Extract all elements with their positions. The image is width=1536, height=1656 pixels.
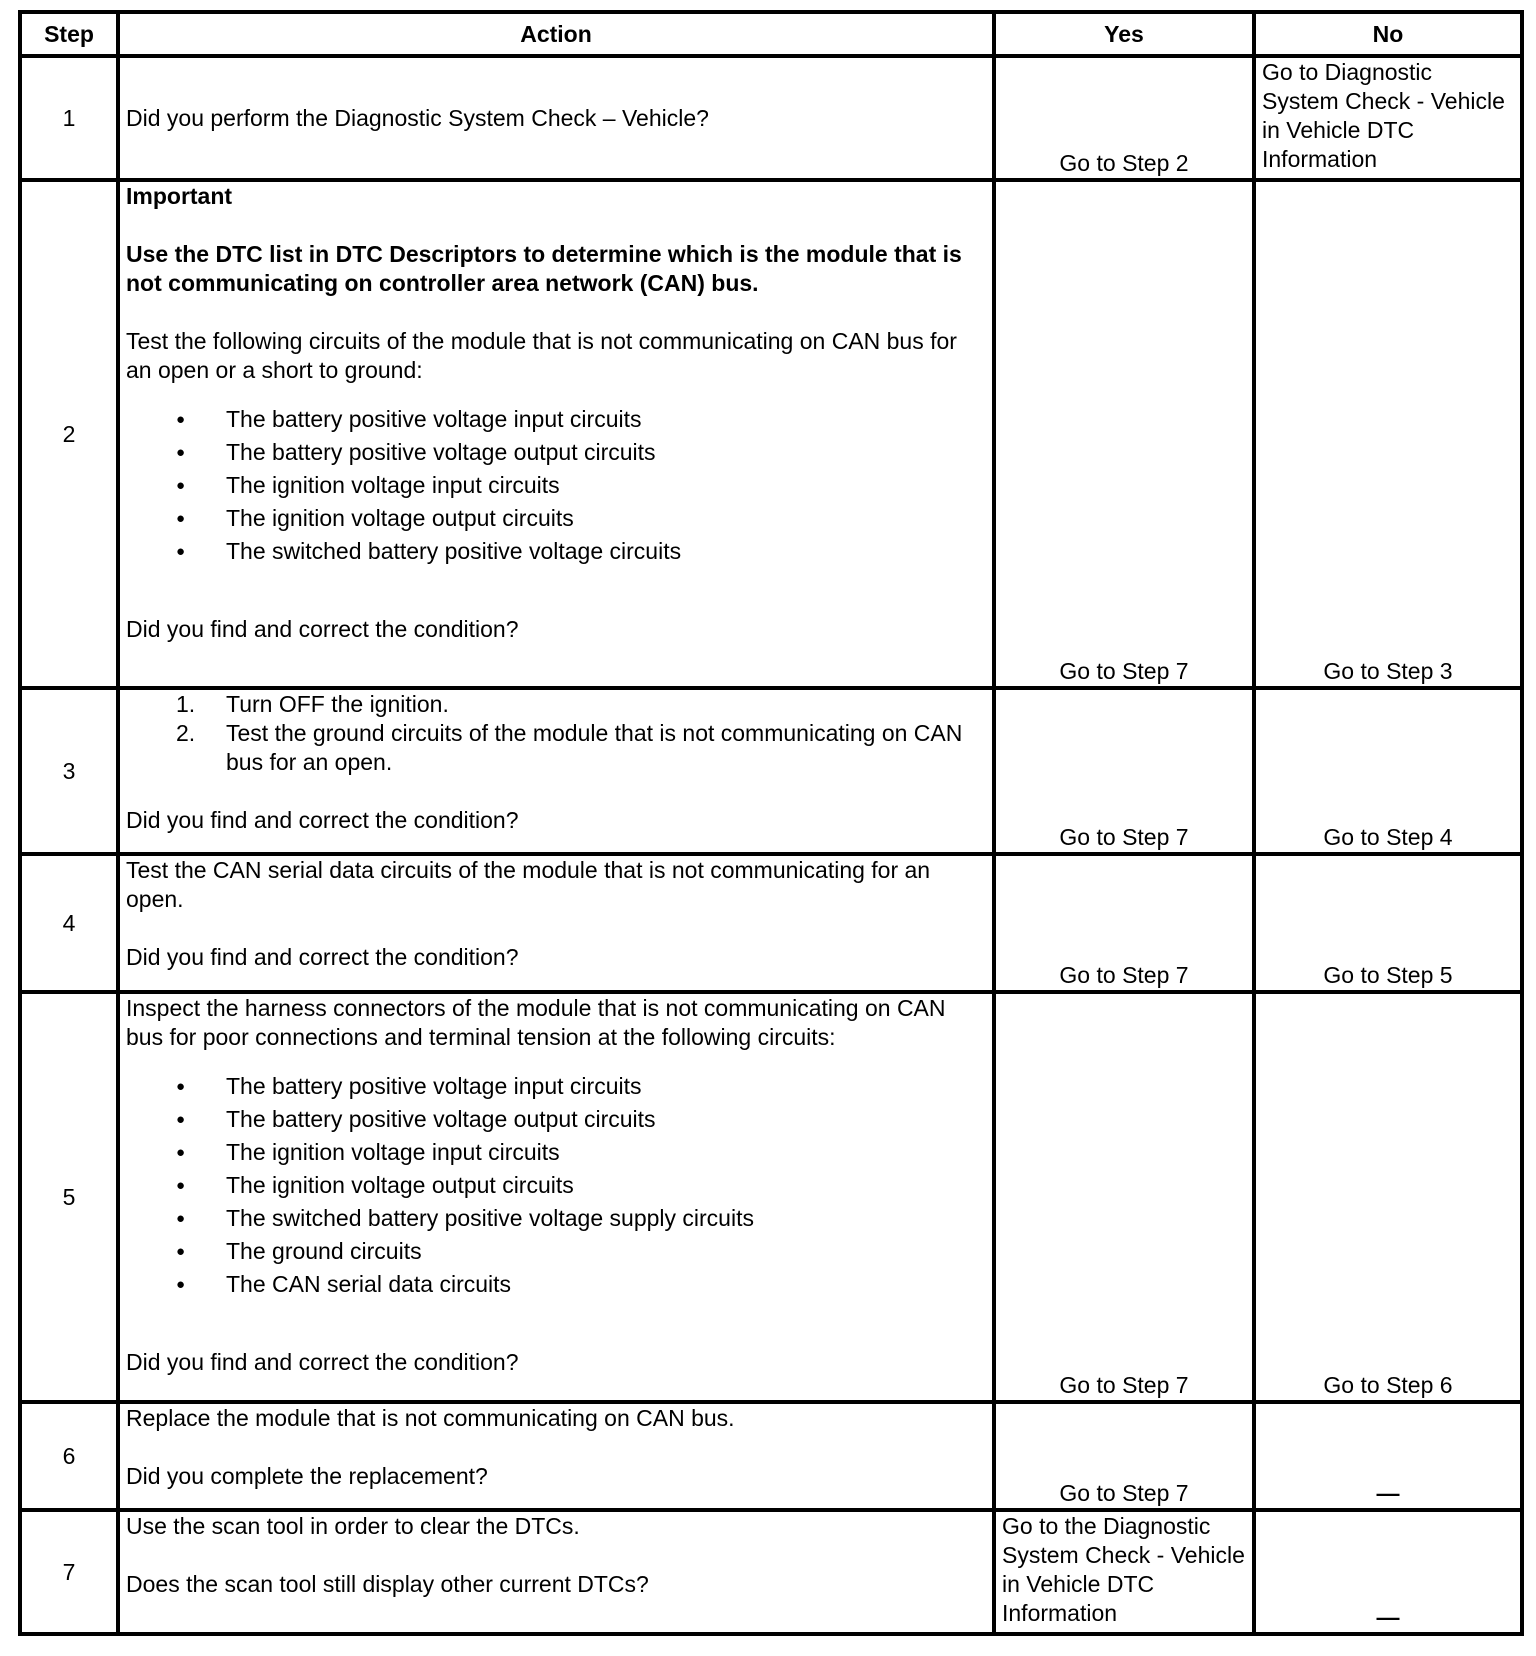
yes-cell: Go to Step 7 [994, 854, 1254, 992]
list-item [126, 690, 986, 719]
list-text: Test the ground circuits of the module that is not communicating on CAN bus for an open. [226, 720, 963, 775]
header-yes: Yes [994, 12, 1254, 56]
action-question: Did you find and correct the condition? [126, 1349, 519, 1375]
step-number: 5 [20, 992, 118, 1402]
table-row [20, 180, 1522, 688]
table-row [20, 56, 1522, 180]
no-cell: — [1254, 1510, 1522, 1634]
list-text: Turn OFF the ignition. [226, 691, 449, 717]
step-number: 3 [20, 688, 118, 854]
action-intro: Replace the module that is not communicating on CAN bus. [126, 1405, 735, 1431]
action-cell [118, 992, 994, 1402]
header-no: No [1254, 12, 1522, 56]
yes-cell: Go to Step 7 [994, 992, 1254, 1402]
important-text: Use the DTC list in DTC Descriptors to determine which is the module that is not communicating on controller area network (CAN) bus. [126, 241, 962, 296]
action-question: Did you perform the Diagnostic System Check – Vehicle? [126, 104, 709, 131]
header-row [20, 12, 1522, 56]
table-row [20, 1510, 1522, 1634]
list-number: 2. [176, 720, 196, 746]
list-item: ● The battery positive voltage input circuits [126, 1070, 986, 1103]
step-number: 7 [20, 1510, 118, 1634]
yes-cell: Go to Step 7 [994, 1402, 1254, 1510]
table-row [20, 992, 1522, 1402]
list-item: ● The switched battery positive voltage circuits [126, 535, 986, 568]
no-cell: Go to Step 3 [1254, 180, 1522, 688]
circuit-list [126, 403, 986, 568]
list-item: ● The battery positive voltage input circuits [126, 403, 986, 436]
action-intro: Use the scan tool in order to clear the DTCs. [126, 1513, 580, 1539]
list-item: ● The ground circuits [126, 1235, 986, 1268]
action-cell [118, 854, 994, 992]
procedure-list [126, 690, 986, 777]
no-cell: Go to Diagnostic System Check - Vehicle in Vehicle DTC Information [1254, 56, 1522, 180]
list-number: 1. [176, 691, 196, 717]
action-cell [118, 688, 994, 854]
list-item: ● The switched battery positive voltage supply circuits [126, 1202, 986, 1235]
table-row [20, 854, 1522, 992]
action-question: Did you find and correct the condition? [126, 944, 519, 970]
list-item: ● The ignition voltage input circuits [126, 1136, 986, 1169]
action-cell [118, 56, 994, 180]
list-item: ● The ignition voltage output circuits [126, 502, 986, 535]
diagnostic-table [18, 10, 1524, 1636]
list-item: ● The ignition voltage output circuits [126, 1169, 986, 1202]
action-intro: Test the CAN serial data circuits of the module that is not communicating for an open. [126, 857, 931, 912]
header-action: Action [118, 12, 994, 56]
important-heading: Important [126, 183, 233, 209]
no-cell: Go to Step 4 [1254, 688, 1522, 854]
table-row [20, 688, 1522, 854]
action-cell [118, 1510, 994, 1634]
list-item: ● The ignition voltage input circuits [126, 469, 986, 502]
yes-cell: Go to Step 7 [994, 688, 1254, 854]
action-question: Did you complete the replacement? [126, 1463, 488, 1489]
action-question: Did you find and correct the condition? [126, 807, 519, 833]
action-question: Does the scan tool still display other current DTCs? [126, 1571, 649, 1597]
no-cell: Go to Step 5 [1254, 854, 1522, 992]
action-intro: Inspect the harness connectors of the module that is not communicating on CAN bus for poor connections and terminal tension at the following circuits: [126, 995, 946, 1050]
step-number: 1 [20, 56, 118, 180]
action-question: Did you find and correct the condition? [126, 616, 519, 642]
yes-cell: Go to Step 2 [994, 56, 1254, 180]
action-intro: Test the following circuits of the module that is not communicating on CAN bus for an open or a short to ground: [126, 328, 957, 383]
circuit-list [126, 1070, 986, 1301]
list-item: ● The battery positive voltage output circuits [126, 436, 986, 469]
list-item: ● The battery positive voltage output circuits [126, 1103, 986, 1136]
list-item [126, 719, 986, 777]
list-item: ● The CAN serial data circuits [126, 1268, 986, 1301]
yes-cell: Go to Step 7 [994, 180, 1254, 688]
action-cell [118, 180, 994, 688]
step-number: 4 [20, 854, 118, 992]
yes-cell: Go to the Diagnostic System Check - Vehicle in Vehicle DTC Information [994, 1510, 1254, 1634]
table-row [20, 1402, 1522, 1510]
header-step: Step [20, 12, 118, 56]
no-cell: — [1254, 1402, 1522, 1510]
step-number: 6 [20, 1402, 118, 1510]
action-cell [118, 1402, 994, 1510]
no-cell: Go to Step 6 [1254, 992, 1522, 1402]
step-number: 2 [20, 180, 118, 688]
